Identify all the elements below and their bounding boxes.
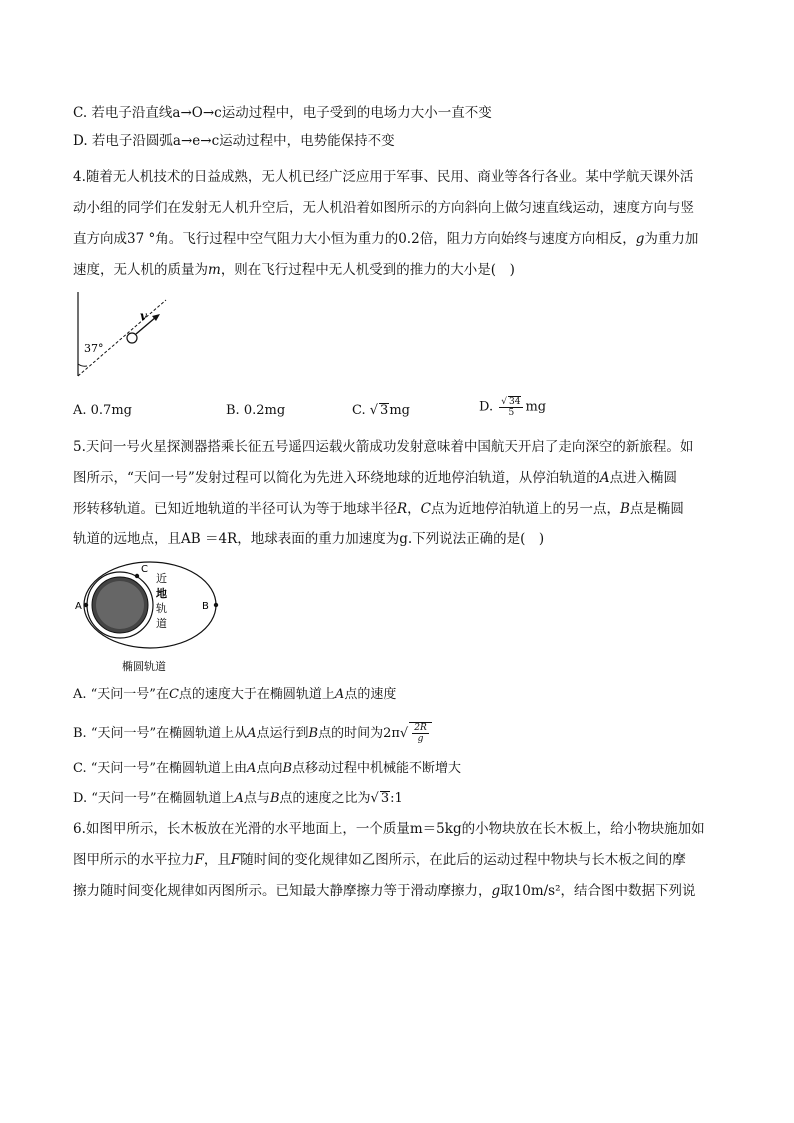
q3-option-c: C. 若电子沿直线a→O→c运动过程中，电子受到的电场力大小一直不变 <box>73 105 492 121</box>
label-a: A <box>75 601 82 612</box>
q4-stem-line-4: 速度，无人机的质量为m，则在飞行过程中无人机受到的推力的大小是( ) <box>73 262 515 278</box>
q6-stem-line-1: 6.如图甲所示，长木板放在光滑的水平地面上，一个质量m＝5kg的小物块放在长木板上，给小物块施加如 <box>73 821 705 837</box>
point-b <box>214 603 218 607</box>
angle-arc <box>78 364 87 366</box>
q6-stem-line-2: 图甲所示的水平拉力F，且F随时间的变化规律如乙图所示，在此后的运动过程中物块与长木板之间的摩 <box>73 852 686 868</box>
q6-stem-line-3: 擦力随时间变化规律如丙图所示。已知最大静摩擦力等于滑动摩擦力，g取10m/s²，结合图中数据下列说 <box>73 883 696 899</box>
label-near-2: 地 <box>156 587 167 600</box>
q4-drone-figure <box>70 288 180 383</box>
q5-stem-line-3: 形转移轨道。已知近地轨道的半径可认为等于地球半径R，C点为近地停泊轨道上的另一点，B点是椭圆 <box>73 501 684 517</box>
label-b: B <box>202 601 209 612</box>
q4-option-d: D. $\frac{√ 34}{5}$ mg <box>479 397 547 418</box>
q4-stem-line-1: 4.随着无人机技术的日益成熟，无人机已经广泛应用于军事、民用、商业等各行各业。某中学航天课外活 <box>73 169 694 185</box>
angle-label: 37° <box>84 342 104 355</box>
velocity-label: v <box>140 309 147 323</box>
q4-stem-line-2: 动小组的同学们在发射无人机升空后，无人机沿着如图所示的方向斜向上做匀速直线运动，速度方向与竖 <box>73 200 694 216</box>
q5-stem-line-1: 5.天问一号火星探测器搭乘长征五号遥四运载火箭成功发射意味着中国航天开启了走向深空的新旅程。如 <box>73 439 694 455</box>
q5-stem-line-4: 轨道的远地点，且AB ＝4R，地球表面的重力加速度为g.下列说法正确的是( ) <box>73 531 545 547</box>
velocity-path <box>78 300 166 376</box>
q5-stem-line-2: 图所示，“天问一号”发射过程可以简化为先进入环绕地球的近地停泊轨道，从停泊轨道的A点进入椭圆 <box>73 470 678 486</box>
q4-option-b: B. 0.2mg <box>226 403 286 418</box>
figure-caption: 椭圆轨道 <box>122 660 166 673</box>
q3-option-d: D. 若电子沿圆弧a→e→c运动过程中，电势能保持不变 <box>73 133 395 149</box>
label-near-3: 轨 <box>156 602 167 615</box>
q5-orbit-figure <box>70 560 220 675</box>
q5-option-a: A. “天问一号”在C点的速度大于在椭圆轨道上A点的速度 <box>73 687 397 702</box>
point-a <box>84 603 88 607</box>
q4-option-c: C. √ 3mg <box>352 403 410 418</box>
q5-option-c: C. “天问一号”在椭圆轨道上由A点向B点移动过程中机械能不断增大 <box>73 761 462 776</box>
point-c <box>135 574 139 578</box>
label-near-4: 道 <box>156 617 167 630</box>
q5-option-d: D. “天问一号”在椭圆轨道上A点与B点的速度之比为√ 3:1 <box>73 791 403 806</box>
q5-option-b: B. “天问一号”在椭圆轨道上从A点运行到B点的时间为2π√ $\frac{2R}{g}$ <box>73 722 432 744</box>
earth-core <box>96 581 144 629</box>
label-c: C <box>141 564 148 575</box>
drone-icon <box>127 333 137 343</box>
q4-option-a: A. 0.7mg <box>73 403 132 418</box>
label-near-1: 近 <box>156 572 167 585</box>
q4-stem-line-3: 直方向成37 °角。飞行过程中空气阻力大小恒为重力的0.2倍，阻力方向始终与速度方向相反，g为重力加 <box>73 231 699 247</box>
